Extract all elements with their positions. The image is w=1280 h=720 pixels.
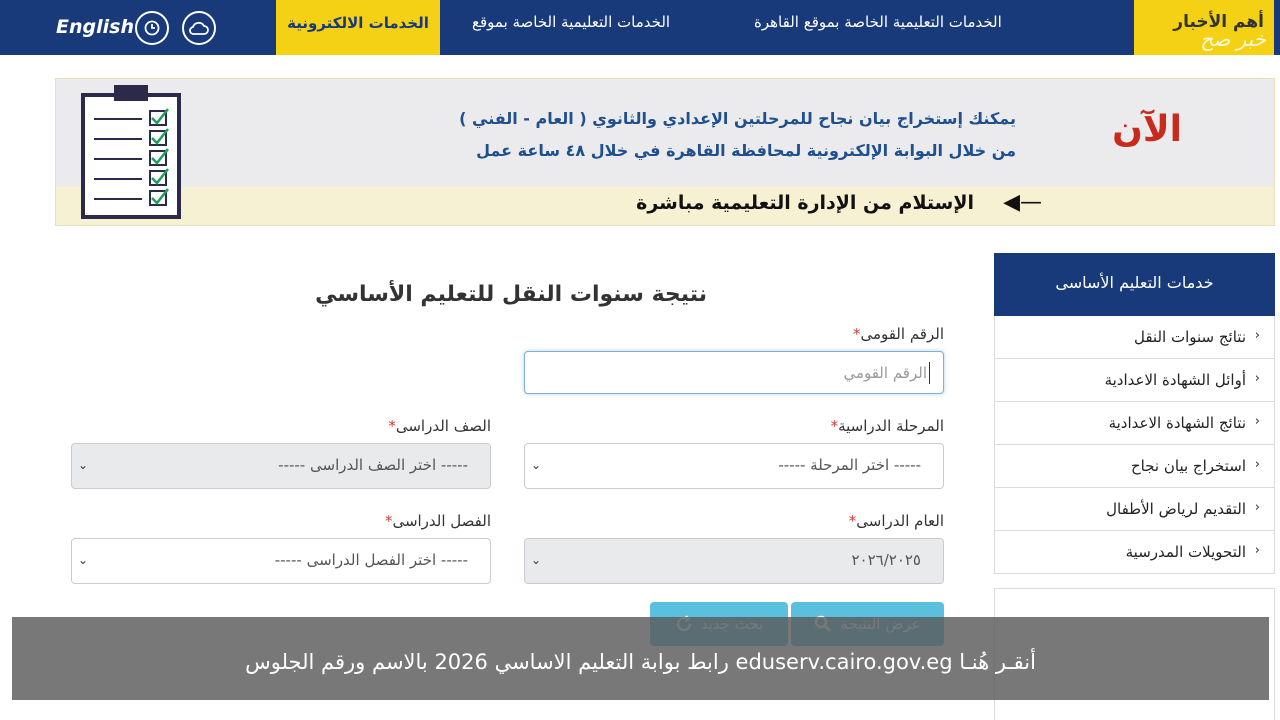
banner-line-1: يمكنك إستخراج بيان نجاح للمرحلتين الإعدادي والثانوي ( العام - الفني ): [459, 109, 1016, 128]
term-label-text: الفصل الدراسى: [392, 512, 491, 530]
sidebar-item-label: نتائج سنوات النقل: [1133, 328, 1246, 346]
chevron-down-icon: ⌄: [531, 553, 542, 567]
sidebar-item-success-certificate[interactable]: [994, 445, 1275, 488]
chevron-right-icon: ›: [1254, 457, 1260, 472]
stage-select[interactable]: [524, 443, 944, 489]
sidebar-item-label: استخراج بيان نجاح: [1130, 457, 1246, 475]
sidebar-item-kindergarten[interactable]: [994, 488, 1275, 531]
cloud-icon[interactable]: [182, 11, 216, 45]
sidebar-item-label: التقديم لرياض الأطفال: [1106, 500, 1246, 518]
chevron-right-icon: ›: [1254, 500, 1260, 515]
chevron-right-icon: ›: [1254, 371, 1260, 386]
term-label: [381, 512, 491, 530]
nav-news-label: أهم الأخبار: [1173, 12, 1264, 32]
sidebar-item-prep-toppers[interactable]: [994, 359, 1275, 402]
grade-label-text: الصف الدراسى: [395, 417, 491, 435]
term-select[interactable]: [71, 538, 491, 584]
banner-line-2: من خلال البوابة الإلكترونية لمحافظة القاهرة في خلال ٤٨ ساعة عمل: [476, 141, 1016, 160]
arrow-left-icon: ◀—: [1003, 190, 1042, 215]
required-mark: *: [848, 512, 857, 530]
year-label-text: العام الدراسى: [856, 512, 944, 530]
year-label: [845, 512, 944, 530]
sidebar-item-transfer-results[interactable]: [994, 316, 1275, 359]
banner-now-text: الآن: [1112, 109, 1182, 150]
nav-link-eservices[interactable]: الخدمات الالكترونية: [276, 0, 440, 55]
caption-overlay[interactable]: [12, 617, 1269, 700]
sidebar: [994, 253, 1275, 574]
grade-label: [384, 417, 491, 435]
page-title: نتيجة سنوات النقل للتعليم الأساسي: [315, 282, 707, 307]
chevron-down-icon: ⌄: [531, 458, 542, 472]
sidebar-title: خدمات التعليم الأساسى: [994, 253, 1275, 316]
required-mark: *: [852, 325, 861, 343]
required-mark: *: [384, 512, 393, 530]
sidebar-item-label: نتائج الشهادة الاعدادية: [1108, 414, 1246, 432]
year-select[interactable]: [524, 538, 944, 584]
sidebar-item-label: التحويلات المدرسية: [1125, 543, 1246, 561]
sidebar-item-school-transfers[interactable]: [994, 531, 1275, 574]
sidebar-item-prep-results[interactable]: [994, 402, 1275, 445]
text-cursor: [929, 362, 930, 384]
chevron-right-icon: ›: [1254, 328, 1260, 343]
national-id-placeholder: الرقم القومي: [843, 364, 927, 382]
banner-line-3: الإستلام من الإدارة التعليمية مباشرة: [636, 192, 974, 214]
banner-top-band: [56, 79, 1274, 187]
national-id-input[interactable]: [524, 351, 944, 394]
chevron-right-icon: ›: [1254, 543, 1260, 558]
announcement-banner[interactable]: [55, 78, 1275, 226]
grade-select-value: ----- اختر الصف الدراسى -----: [278, 456, 468, 474]
nav-link-cairo-services[interactable]: الخدمات التعليمية الخاصة بموقع القاهرة: [754, 13, 1002, 31]
chevron-down-icon: ⌄: [78, 458, 89, 472]
sidebar-item-label: أوائل الشهادة الاعدادية: [1104, 371, 1246, 389]
term-select-value: ----- اختر الفصل الدراسى -----: [274, 551, 468, 569]
nav-link-site-services[interactable]: الخدمات التعليمية الخاصة بموقع: [472, 13, 671, 31]
clipboard-checklist-icon: [80, 83, 182, 223]
stage-label-text: المرحلة الدراسية: [838, 417, 944, 435]
year-select-value: ٢٠٢٦/٢٠٢٥: [851, 551, 921, 569]
stage-label: [827, 417, 944, 435]
language-switch[interactable]: English: [56, 16, 134, 38]
top-nav: [0, 0, 1280, 55]
national-id-label-text: الرقم القومى: [860, 325, 944, 343]
chevron-right-icon: ›: [1254, 414, 1260, 429]
clock-icon[interactable]: [135, 11, 169, 45]
grade-select[interactable]: [71, 443, 491, 489]
required-mark: *: [388, 417, 396, 435]
national-id-label: [849, 325, 944, 343]
nav-news-tab[interactable]: [1134, 0, 1274, 55]
chevron-down-icon: ⌄: [78, 553, 89, 567]
required-mark: *: [830, 417, 839, 435]
stage-select-value: ----- اختر المرحلة -----: [778, 456, 921, 474]
caption-link-text[interactable]: أنقـر هُنـا eduserv.cairo.gov.eg رابط بوابة التعليم الاساسي 2026 بالاسم ورقم الجلوس: [245, 650, 1036, 674]
watermark-logo: خبر صح: [1200, 27, 1266, 51]
